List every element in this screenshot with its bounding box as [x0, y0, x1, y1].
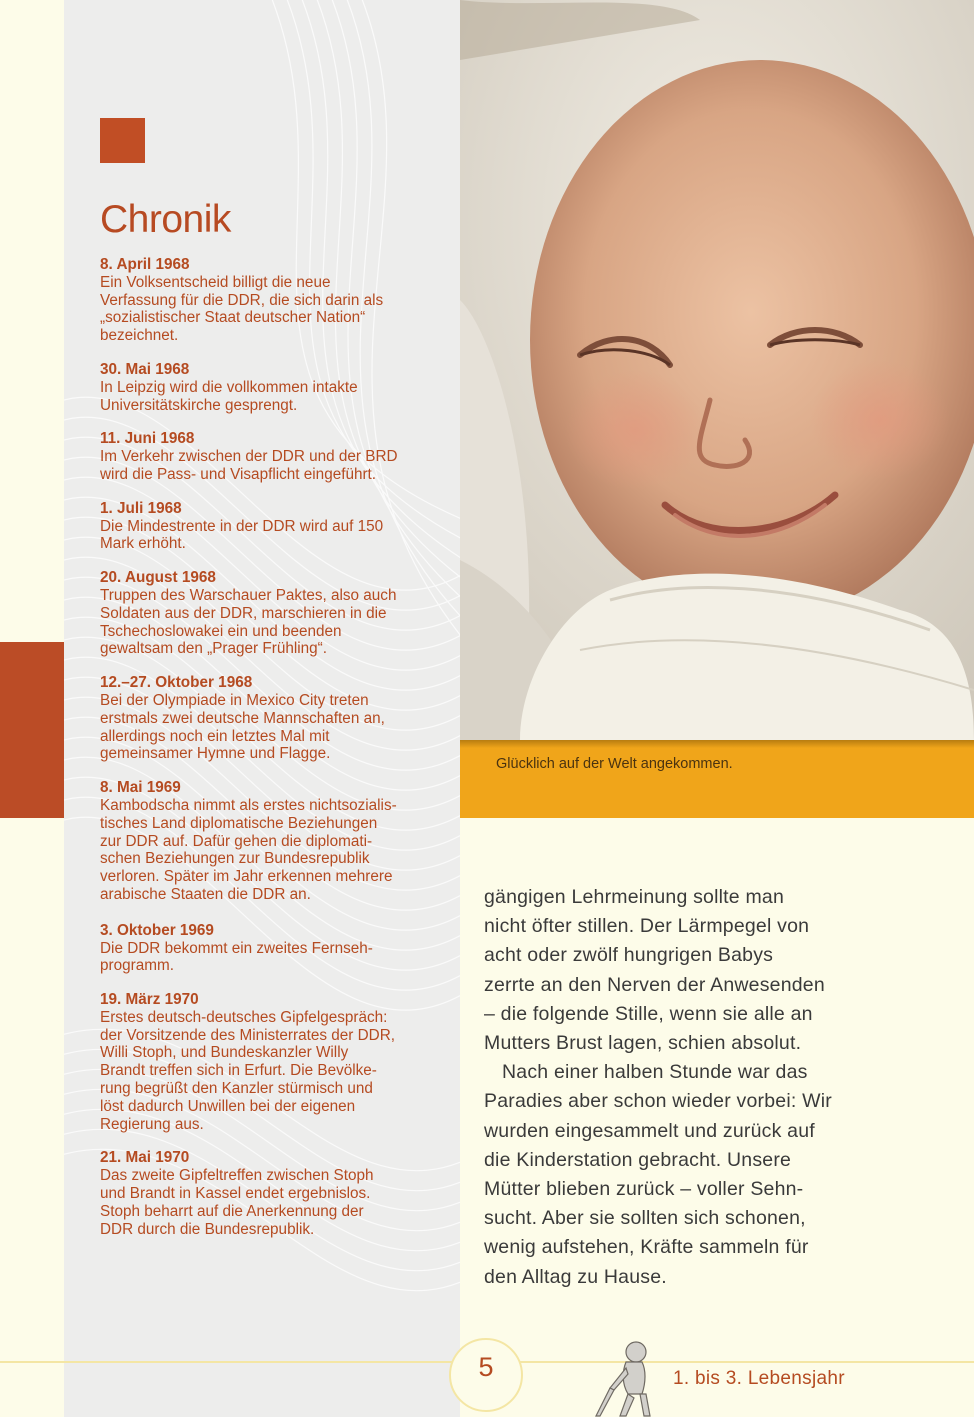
baby-photo-illustration: [460, 0, 974, 740]
chronicle-entry-date: 30. Mai 1968: [100, 360, 190, 378]
chronicle-entry: [100, 922, 440, 975]
margin-accent-tab: [0, 642, 64, 818]
toddler-figure-icon: [592, 1336, 664, 1417]
chronicle-entry: [100, 500, 440, 553]
photo-caption-bar: [460, 740, 974, 818]
baby-photo: [460, 0, 974, 740]
chronicle-entries: [100, 256, 440, 1254]
chronicle-entry-date: 12.–27. Oktober 1968: [100, 674, 253, 692]
chronicle-entry-date: 3. Oktober 1969: [100, 921, 214, 939]
chronicle-entry-date: 1. Juli 1968: [100, 499, 182, 517]
chronicle-entry-date: 19. März 1970: [100, 991, 199, 1009]
chronicle-entry: [100, 430, 440, 483]
chronicle-entry-text: Erstes deutsch-deutsches Gipfelgespräch: der Vorsitzende des Ministerrates der DDR, Willi Stoph, und Bundeskanzler Willy Brandt treffen sich in Erfurt. Die Bevölke- rung begrüßt den Kanzler stürmisch und löst dadurch Unwillen bei der eigenen Regierung aus.: [100, 1008, 396, 1133]
photo-caption: Glücklich auf der Welt angekommen.: [496, 756, 733, 772]
chronicle-entry: [100, 569, 440, 658]
chronicle-entry-text: Im Verkehr zwischen der DDR und der BRD wird die Pass- und Visapflicht eingeführt.: [100, 448, 398, 483]
caption-bar-shadow: [460, 740, 974, 748]
chronicle-entry: [100, 674, 440, 763]
chronicle-entry-text: In Leipzig wird die vollkommen intakte Universitätskirche gesprengt.: [100, 378, 358, 414]
chronicle-entry-date: 20. August 1968: [100, 569, 216, 587]
page-number: 5: [478, 1352, 494, 1382]
body-text: [484, 883, 874, 1292]
chronicle-entry-text: Die Mindestrente in der DDR wird auf 150 Mark erhöht.: [100, 517, 384, 553]
chronicle-entry-text: Bei der Olympiade in Mexico City treten erstmals zwei deutsche Mannschaften an, allerdings noch ein letztes Mal mit gemeinsamer Hymne und Flagge.: [100, 691, 385, 763]
chronicle-entry: [100, 991, 440, 1133]
chronicle-entry: [100, 361, 440, 414]
chronicle-entry-date: 8. Mai 1969: [100, 779, 181, 797]
chronicle-entry-text: Ein Volksentscheid billigt die neue Verfassung für die DDR, die sich darin als „sozialistischer Staat deutscher Nation“ bezeichnet.: [100, 273, 384, 345]
chronicle-entry-date: 11. Juni 1968: [100, 430, 195, 448]
chronicle-entry: [100, 256, 440, 345]
chronicle-entry: [100, 1149, 440, 1238]
chronicle-entry-text: Das zweite Gipfeltreffen zwischen Stoph und Brandt in Kassel endet ergebnislos. Stoph beharrt auf die Anerkennung der DDR durch die Bundesrepublik.: [100, 1167, 374, 1238]
section-label: 1. bis 3. Lebensjahr: [673, 1368, 845, 1389]
chronicle-marker-square: [100, 118, 145, 163]
chronicle-entry-date: 21. Mai 1970: [100, 1149, 190, 1167]
chronicle-entry-date: 8. April 1968: [100, 256, 190, 273]
body-paragraph: Nach einer halben Stunde war das Paradies aber schon wieder vorbei: Wir wurden eingesammelt und zurück auf die Kinderstation gebracht. Unsere Mütter blieben zurück – voller Sehn- sucht. Aber sie sollten sich schonen, wenig aufstehen, Kräfte sammeln für den Alltag zu Hause.: [484, 1061, 832, 1288]
body-paragraph: gängigen Lehrmeinung sollte man nicht öfter stillen. Der Lärmpegel von acht oder zwölf hungrigen Babys zerrte an den Nerven der Anwesenden – die folgende Stille, wenn sie alle an Mutters Brust lagen, schien absolut.: [484, 886, 825, 1055]
chronicle-title: Chronik: [100, 198, 231, 241]
chronicle-entry-text: Truppen des Warschauer Paktes, also auch Soldaten aus der DDR, marschieren in die Tschechoslowakei ein und beenden gewaltsam den „Prager Frühling“.: [100, 586, 397, 658]
chronicle-entry-text: Die DDR bekommt ein zweites Fernseh- programm.: [100, 939, 373, 975]
chronicle-entry: [100, 779, 440, 904]
chronicle-entry-text: Kambodscha nimmt als erstes nichtsozialis- tisches Land diplomatische Beziehungen zur DDR auf. Dafür gehen die diplomati- schen Beziehungen zur Bundesrepublik verloren. Später im Jahr erkennen mehrere arabische Staaten die DDR an.: [100, 796, 397, 903]
